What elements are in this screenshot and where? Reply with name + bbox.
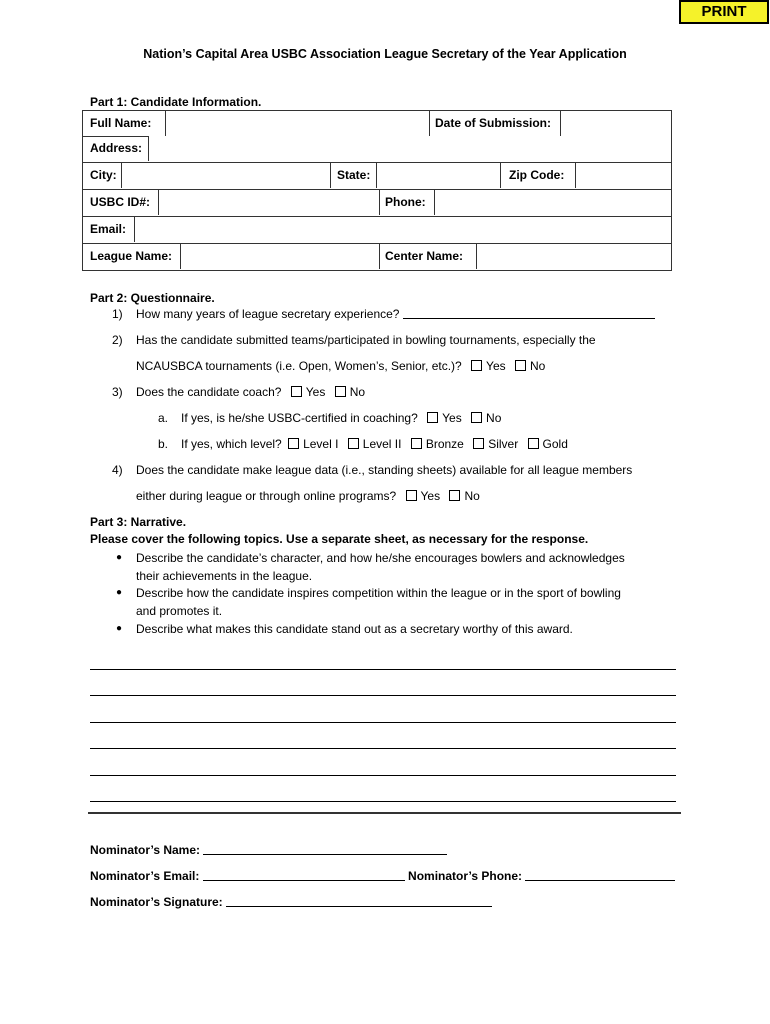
usbc-id-field[interactable] <box>158 190 380 215</box>
level-1-checkbox[interactable] <box>288 438 299 449</box>
narrative-line[interactable] <box>90 695 676 696</box>
nominator-name-row <box>90 843 447 857</box>
gold-checkbox[interactable] <box>528 438 539 449</box>
no-label: No <box>529 359 546 373</box>
nominator-email-label: Nominator’s Email: <box>90 869 200 883</box>
phone-label: Phone: <box>385 195 426 209</box>
row-league-name <box>82 244 672 271</box>
date-of-submission-field[interactable] <box>560 111 671 136</box>
topic-3: Describe what makes this candidate stand out as a secretary worthy of this award. <box>136 622 573 636</box>
q2-line2: NCAUSBCA tournaments (i.e. Open, Women’s, Senior, etc.)? Yes No <box>136 359 546 373</box>
email-field[interactable] <box>134 217 671 242</box>
address-field[interactable] <box>148 136 671 161</box>
q3a-no-checkbox[interactable] <box>471 412 482 423</box>
row-address <box>82 136 672 163</box>
row-full-name <box>82 110 672 137</box>
q2-number: 2) <box>112 333 123 347</box>
nominator-signature-label: Nominator’s Signature: <box>90 895 223 909</box>
part1-heading: Part 1: Candidate Information. <box>90 95 262 109</box>
narrative-line[interactable] <box>90 669 676 670</box>
league-name-field[interactable] <box>180 244 380 269</box>
q3a-text: If yes, is he/she USBC-certified in coaching? Yes No <box>181 411 502 425</box>
narrative-line[interactable] <box>90 748 676 749</box>
q3a-letter: a. <box>158 411 169 425</box>
center-name-label: Center Name: <box>385 249 464 263</box>
part3-instruction: Please cover the following topics. Use a separate sheet, as necessary for the response. <box>90 532 589 546</box>
q4-no-checkbox[interactable] <box>449 490 460 501</box>
narrative-line[interactable] <box>90 722 676 723</box>
page-title: Nation’s Capital Area USBC Association League Secretary of the Year Application <box>143 47 627 61</box>
yes-label: Yes <box>305 385 326 399</box>
q2-yes-checkbox[interactable] <box>471 360 482 371</box>
q3-no-checkbox[interactable] <box>335 386 346 397</box>
usbc-id-label: USBC ID#: <box>90 195 151 209</box>
nominator-signature-row <box>90 895 492 909</box>
topic-1-line2: their achievements in the league. <box>136 569 313 583</box>
row-usbc-id <box>82 190 672 217</box>
narrative-line[interactable] <box>90 801 676 802</box>
bronze-label: Bronze <box>425 437 464 451</box>
q2-no-checkbox[interactable] <box>515 360 526 371</box>
level-1-label: Level I <box>303 437 339 451</box>
nominator-email-row <box>90 869 675 883</box>
q1-answer-line[interactable] <box>403 307 655 319</box>
part2-heading: Part 2: Questionnaire. <box>90 291 215 305</box>
state-label: State: <box>337 168 371 182</box>
full-name-field[interactable] <box>165 111 430 136</box>
q3-text: Does the candidate coach? Yes No <box>136 385 366 399</box>
q2-line1: Has the candidate submitted teams/participated in bowling tournaments, especially the <box>136 333 596 347</box>
section-divider <box>88 812 681 814</box>
city-field[interactable] <box>121 163 331 188</box>
q3b-text: If yes, which level? Level I Level II Bronze Silver Gold <box>181 437 568 451</box>
full-name-label: Full Name: <box>90 116 152 130</box>
yes-label: Yes <box>442 411 462 425</box>
center-name-field[interactable] <box>476 244 671 269</box>
bronze-checkbox[interactable] <box>411 438 422 449</box>
row-email <box>82 217 672 244</box>
q4-line1: Does the candidate make league data (i.e., standing sheets) available for all league members <box>136 463 633 477</box>
yes-label: Yes <box>420 489 441 503</box>
state-field[interactable] <box>376 163 501 188</box>
no-label: No <box>464 489 480 503</box>
print-button[interactable]: PRINT <box>679 0 769 24</box>
part3-heading: Part 3: Narrative. <box>90 515 187 529</box>
q4-line2: either during league or through online programs? Yes No <box>136 489 480 503</box>
address-label: Address: <box>90 141 143 155</box>
nominator-name-label: Nominator’s Name: <box>90 843 201 857</box>
no-label: No <box>349 385 366 399</box>
q4-yes-checkbox[interactable] <box>406 490 417 501</box>
city-label: City: <box>90 168 117 182</box>
yes-label: Yes <box>486 359 506 373</box>
bullet-icon: ● <box>116 552 123 563</box>
topic-1-line1: Describe the candidate’s character, and how he/she encourages bowlers and acknowledges <box>136 551 625 565</box>
level-2-checkbox[interactable] <box>348 438 359 449</box>
q3b-letter: b. <box>158 437 169 451</box>
row-city <box>82 163 672 190</box>
narrative-line[interactable] <box>90 775 676 776</box>
level-2-label: Level II <box>362 437 402 451</box>
nominator-name-line[interactable] <box>203 843 447 855</box>
phone-field[interactable] <box>434 190 671 215</box>
topic-2-line2: and promotes it. <box>136 604 223 618</box>
bullet-icon: ● <box>116 623 123 634</box>
q3-yes-checkbox[interactable] <box>291 386 302 397</box>
gold-label: Gold <box>542 437 568 451</box>
nominator-signature-line[interactable] <box>226 895 492 907</box>
q3-number: 3) <box>112 385 123 399</box>
q3a-yes-checkbox[interactable] <box>427 412 438 423</box>
q4-number: 4) <box>112 463 123 477</box>
league-name-label: League Name: <box>90 249 173 263</box>
nominator-email-line[interactable] <box>203 869 405 881</box>
topic-2-line1: Describe how the candidate inspires competition within the league or in the sport of bowling <box>136 586 621 600</box>
email-label: Email: <box>90 222 127 236</box>
silver-checkbox[interactable] <box>473 438 484 449</box>
q1-text: How many years of league secretary experience? <box>136 307 655 321</box>
no-label: No <box>486 411 502 425</box>
nominator-phone-label: Nominator’s Phone: <box>408 869 523 883</box>
date-of-submission-label: Date of Submission: <box>435 116 552 130</box>
silver-label: Silver <box>488 437 519 451</box>
bullet-icon: ● <box>116 587 123 598</box>
q1-number: 1) <box>112 307 123 321</box>
nominator-phone-line[interactable] <box>525 869 675 881</box>
zip-code-field[interactable] <box>575 163 671 188</box>
zip-code-label: Zip Code: <box>509 168 565 182</box>
